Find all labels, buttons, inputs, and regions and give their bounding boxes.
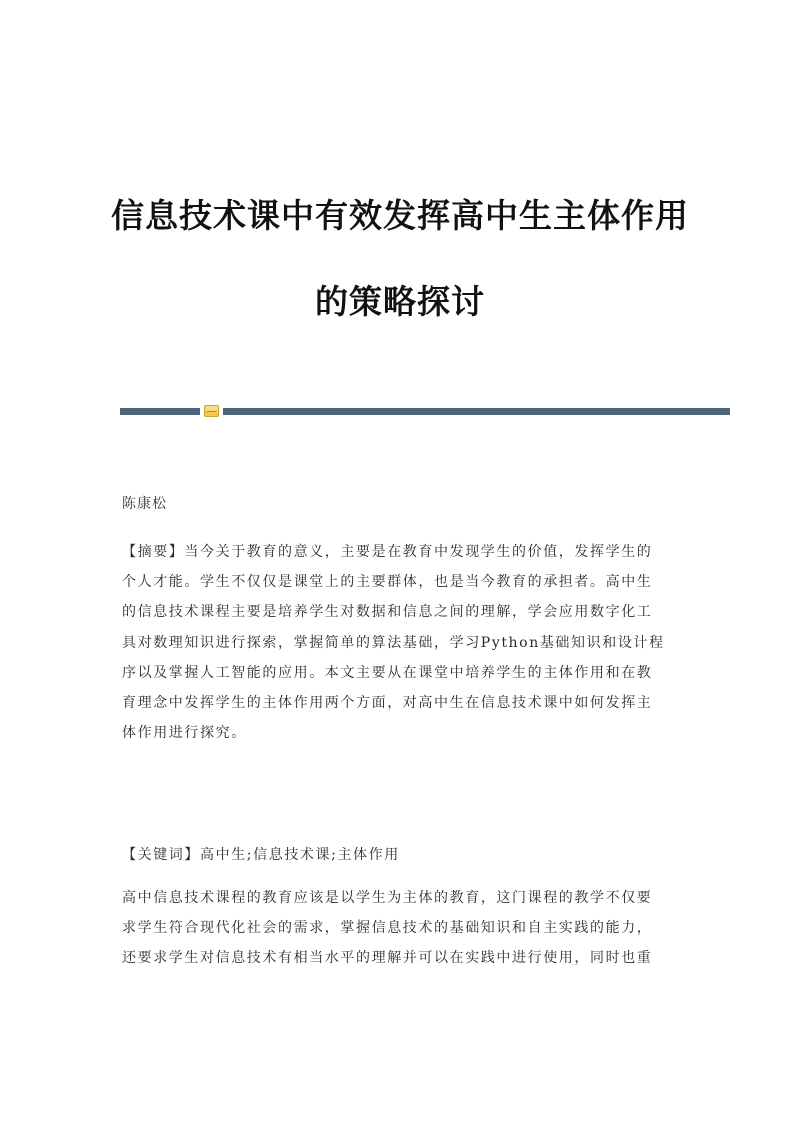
divider-left-bar bbox=[120, 408, 200, 415]
abstract-line: 体作用进行探究。 bbox=[122, 725, 247, 742]
abstract-line: 【摘要】当今关于教育的意义，主要是在教育中发现学生的价值，发挥学生的 bbox=[122, 544, 653, 560]
keywords-paragraph bbox=[122, 840, 682, 870]
keywords-line: 【关键词】高中生;信息技术课;主体作用 bbox=[122, 847, 400, 863]
body-line: 还要求学生对信息技术有相当水平的理解并可以在实践中进行使用，同时也重 bbox=[122, 950, 653, 967]
abstract-line: 个人才能。学生不仅仅是课堂上的主要群体，也是当今教育的承担者。高中生 bbox=[122, 574, 653, 591]
title-line-1: 信息技术课中有效发挥高中生主体作用 bbox=[111, 196, 689, 235]
abstract-line: 的信息技术课程主要是培养学生对数据和信息之间的理解，学会应用数字化工 bbox=[122, 604, 653, 621]
document-icon bbox=[204, 405, 219, 417]
body-paragraph bbox=[122, 883, 682, 974]
abstract-line: 具对数理知识进行探索，掌握简单的算法基础，学习Python基础知识和设计程 bbox=[122, 634, 665, 651]
abstract-line: 序以及掌握人工智能的应用。本文主要从在课堂中培养学生的主体作用和在教 bbox=[122, 664, 653, 681]
body-line: 高中信息技术课程的教育应该是以学生为主体的教育，这门课程的教学不仅要 bbox=[122, 890, 653, 906]
author-name: 陈康松 bbox=[122, 496, 167, 512]
body-line: 求学生符合现代化社会的需求，掌握信息技术的基础知识和自主实践的能力， bbox=[122, 920, 653, 937]
abstract-paragraph bbox=[122, 537, 682, 748]
title-line-2: 的策略探讨 bbox=[315, 282, 485, 321]
divider-right-bar bbox=[223, 408, 730, 415]
abstract-line: 育理念中发挥学生的主体作用两个方面，对高中生在信息技术课中如何发挥主 bbox=[122, 695, 653, 712]
